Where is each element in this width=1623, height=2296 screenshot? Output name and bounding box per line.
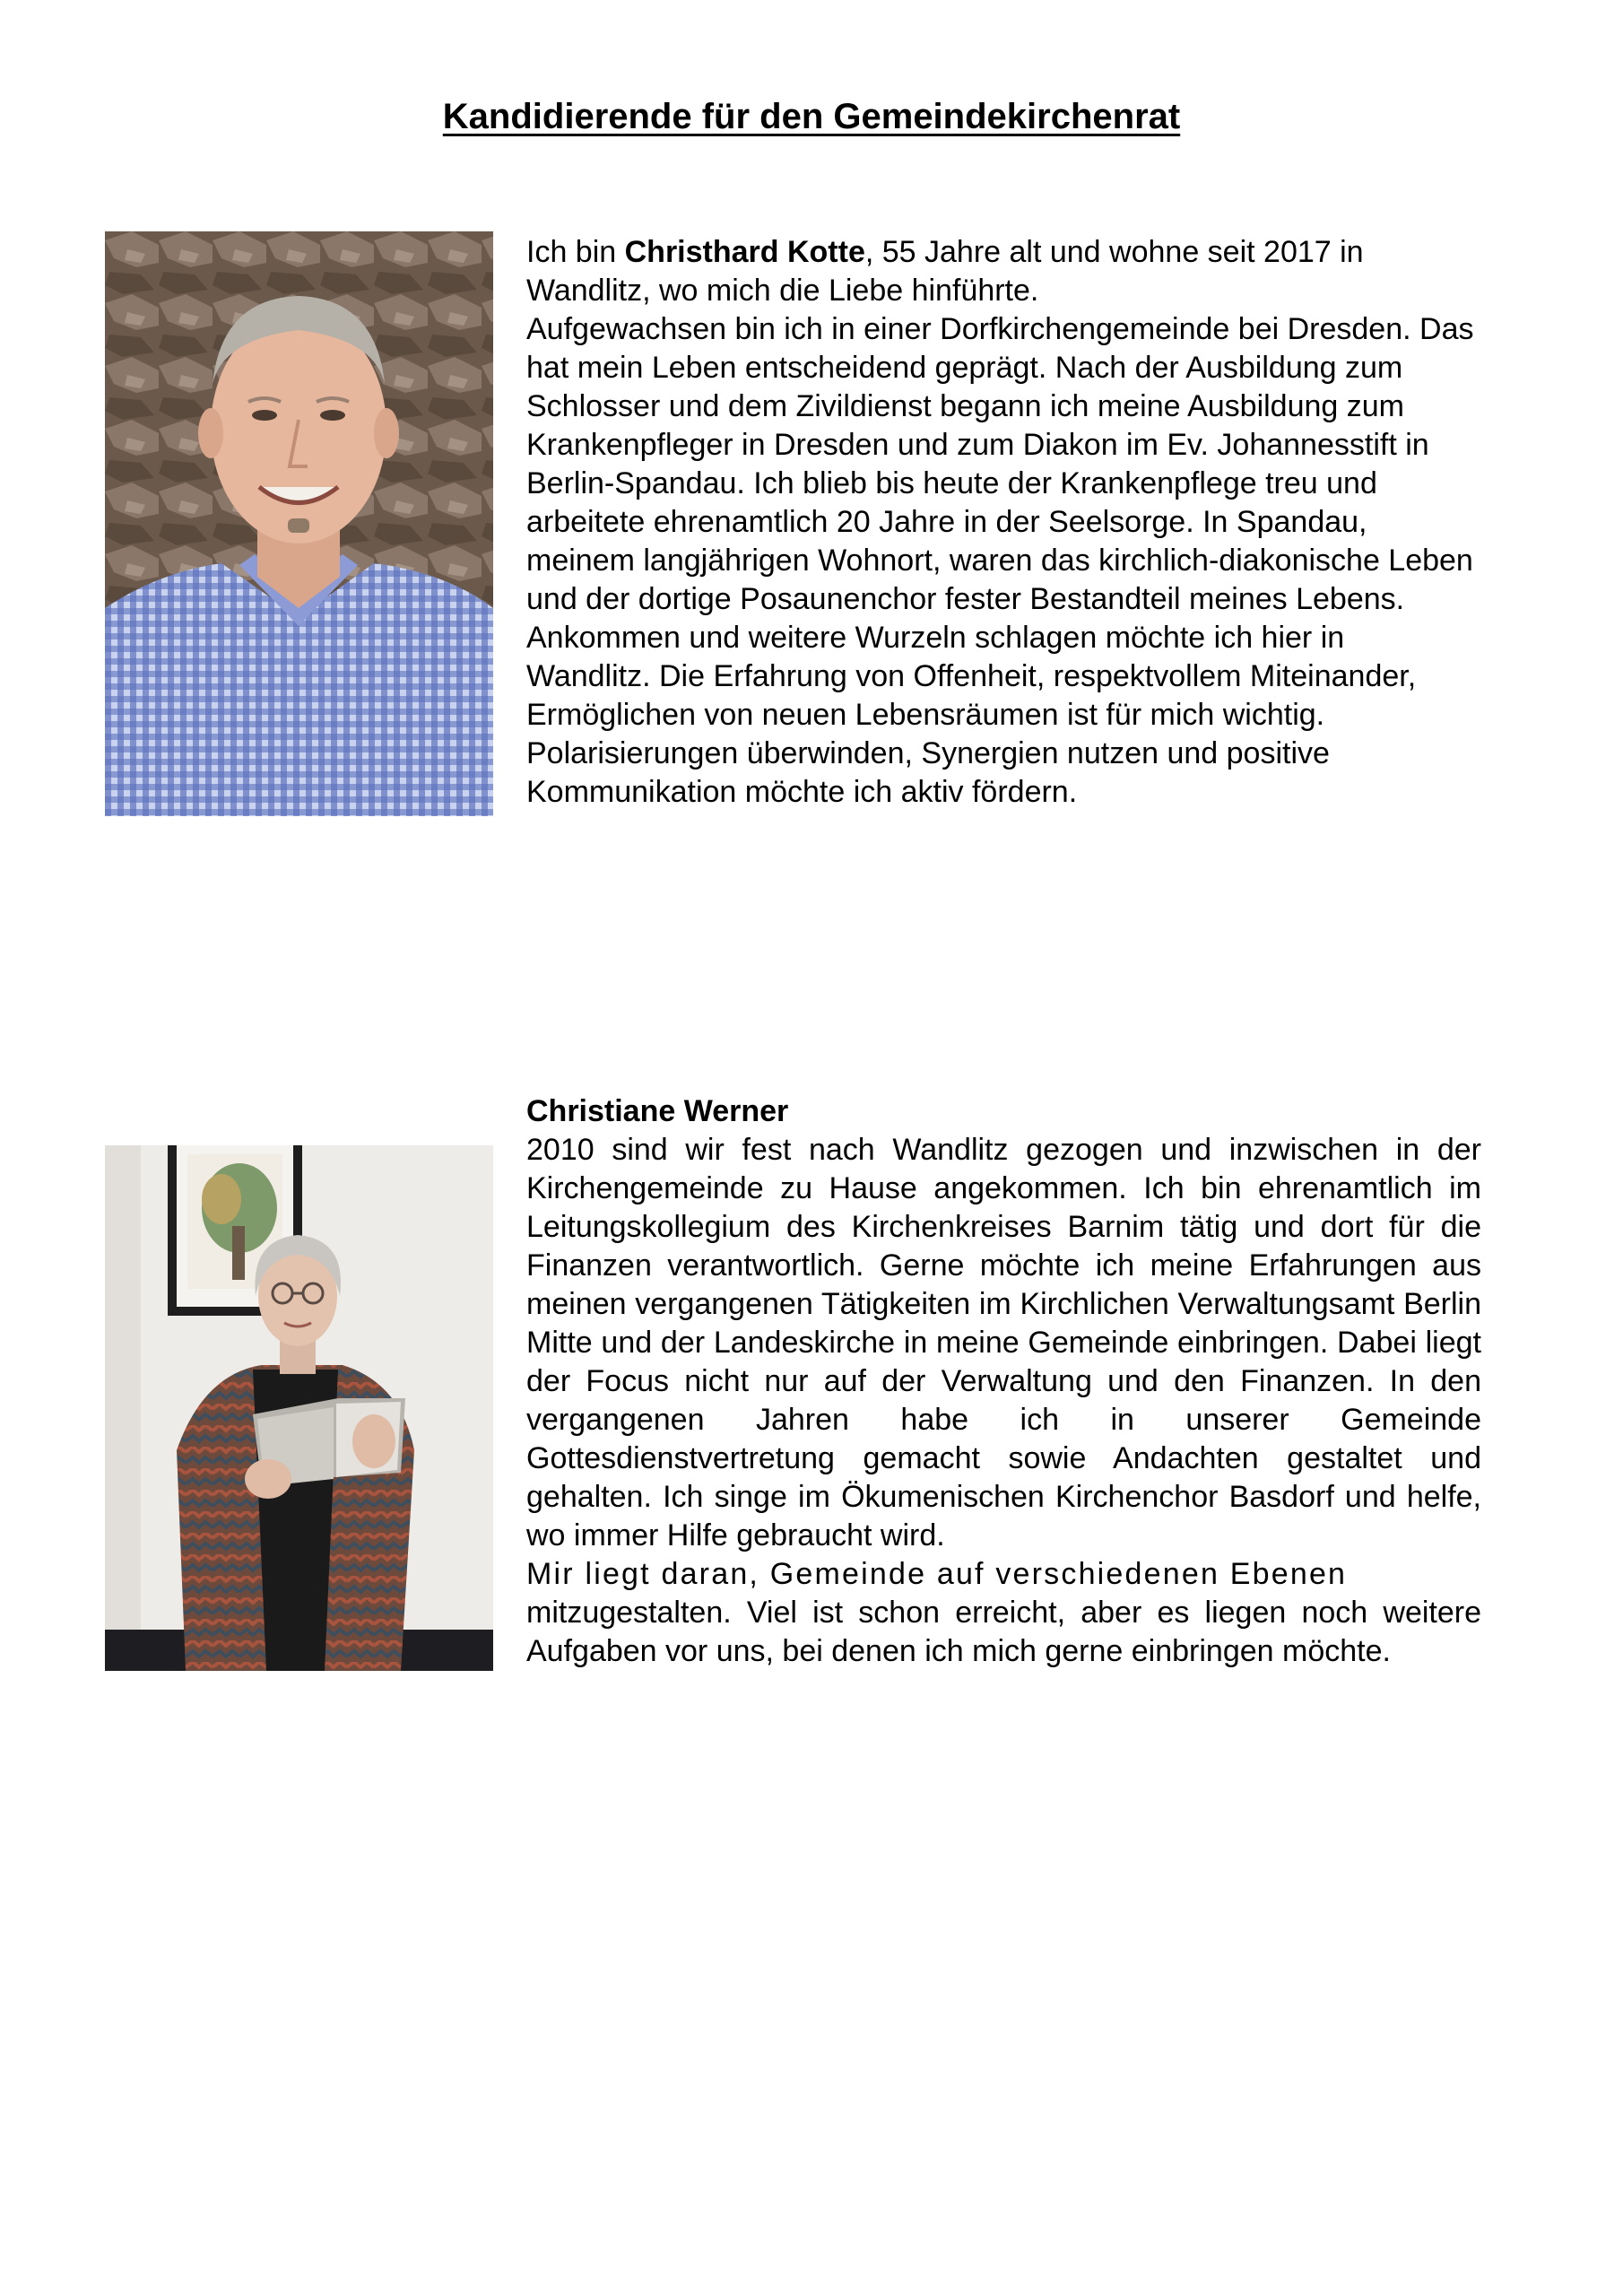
- candidate-name: Christhard Kotte: [624, 235, 865, 269]
- intro-suffix: , 55 Jahre alt und wohne seit 2017 in Wandlitz, wo mich die Liebe hinführte.: [526, 235, 1364, 308]
- intro-prefix: Ich bin: [526, 235, 625, 269]
- page-title: Kandidierende für den Gemeindekirchenrat: [442, 97, 1181, 136]
- bio-paragraph: mitzugestalten. Viel ist schon erreicht, aber es liegen noch weitere Aufgaben vor uns, bei denen ich mich gerne einbringen möchte.: [526, 1596, 1481, 1668]
- candidate-name: Christiane Werner: [526, 1094, 789, 1128]
- bio-intro: [526, 233, 1477, 310]
- bio-paragraph: Aufgewachsen bin ich in einer Dorfkirchengemeinde bei Dresden. Das hat mein Leben entscheidend geprägt. Nach der Ausbildung zum Schlosser und dem Zivildienst begann ich meine Ausbildung zum Krankenpfleger in Dresden und zum Diakon im Ev. Johannesstift in Berlin-Spandau. Ich blieb bis heute der Krankenpflege treu und arbeitete ehrenamtlich 20 Jahre in der Seelsorge. In Spandau, meinem langjährigen Wohnort, waren das kirchlich-diakonische Leben und der dortige Posaunenchor fester Bestandteil meines Lebens.: [526, 312, 1474, 616]
- bio-paragraph-lead: Mir liegt daran, Gemeinde auf verschiedenen Ebenen: [526, 1557, 1348, 1591]
- bio-paragraph: Ankommen und weitere Wurzeln schlagen möchte ich hier in Wandlitz. Die Erfahrung von Offenheit, respektvollem Miteinander, Ermöglichen von neuen Lebensräumen ist für mich wichtig. Polarisierungen überwinden, Synergien nutzen und positive Kommunikation möchte ich aktiv fördern.: [526, 621, 1417, 809]
- candidate-photo-kotte: [105, 231, 493, 816]
- candidate-photo-werner: [105, 1145, 493, 1671]
- candidate-bio-kotte: [526, 233, 1477, 812]
- bio-paragraph: 2010 sind wir fest nach Wandlitz gezogen und inzwischen in der Kirchengemeinde zu Hause angekommen. Ich bin ehrenamtlich im Leitungskollegium des Kirchenkreises Barnim tätig und dort für die Finanzen verantwortlich. Gerne möchte ich meine Erfahrungen aus meinen vergangenen Tätigkeiten im Kirchlichen Verwaltungsamt Berlin Mitte und der Landeskirche in meine Gemeinde einbringen. Dabei liegt der Focus nicht nur auf der Verwaltung und den Finanzen. In den vergangenen Jahren habe ich in unserer Gemeinde Gottesdienstvertretung gemacht sowie Andachten gestaltet und gehalten. Ich singe im Ökumenischen Kirchenchor Basdorf und helfe, wo immer Hilfe gebraucht wird.: [526, 1133, 1481, 1552]
- candidate-bio-werner: [526, 1092, 1481, 1671]
